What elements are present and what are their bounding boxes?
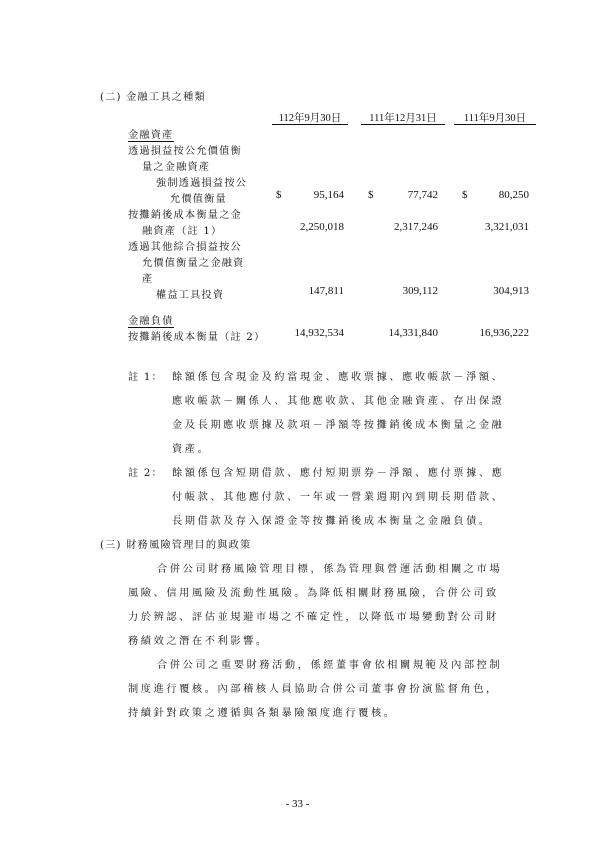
financial-liabilities-title: 金融負債 [128,312,174,328]
column-header-underline [454,124,536,125]
fvpl-label-line2: 量之金融資產 [142,162,211,173]
fvoci-label-line1: 透過其他綜合損益按公 [128,242,242,253]
financial-assets-title: 金融資產 [128,126,174,142]
note2-line: 付帳款、其他應付款、一年或一營業週期內到期長期借款、 [172,492,505,503]
equity-instruments-value-2022-12: 309,112 [402,285,438,297]
amortized-cost-assets-label-line2: 融資產（註 1） [142,226,223,237]
fvoci-label-line3: 產 [142,274,154,285]
column-header-2022-09-30: 111年9月30日 [463,113,527,124]
fvoci-label-line2: 允價值衡量之金融資 [142,258,245,269]
risk-paragraph1-line: 務績效之潛在不利影響。 [128,636,269,647]
column-header-underline [361,124,445,125]
risk-paragraph2-line: 持續針對政策之遵循與各類暴險額度進行覆核。 [128,708,397,719]
amortized-cost-liabilities-label: 按攤銷後成本衡量（註 2） [128,332,266,343]
currency-symbol: $ [276,189,282,201]
mandatory-fvpl-label-line2: 允價值衡量 [170,194,227,205]
amortized-cost-assets-label-line1: 按攤銷後成本衡量之金 [128,210,242,221]
column-header-underline [272,124,348,125]
note1-line: 餘額係包含現金及約當現金、應收票據、應收帳款－淨額、 [172,372,505,383]
amortized-cost-liabilities-value-2023-09: 14,932,534 [294,327,344,339]
risk-paragraph2-line: 合併公司之重要財務活動，係經董事會依相關規範及內部控制 [157,660,503,671]
amortized-cost-assets-value-2023-09: 2,250,018 [300,221,344,233]
note2-line: 餘額係包含短期借款、應付短期票券－淨額、應付票據、應 [172,468,505,479]
note2-line: 長期借款及存入保證金等按攤銷後成本衡量之金融負債。 [172,516,492,527]
equity-instruments-value-2023-09: 147,811 [308,285,344,297]
equity-instruments-value-2022-09: 304,913 [493,285,529,297]
mandatory-fvpl-label-line1: 強制透過損益按公 [156,178,248,189]
mandatory-fvpl-value-2022-09: 80,250 [498,189,529,201]
note1-label: 註 1： [128,372,163,383]
risk-paragraph1-line: 合併公司財務風險管理目標，係為管理與營運活動相關之市場 [157,564,503,575]
section-heading-financial-instruments: (二) 金融工具之種類 [100,92,206,103]
page-number: - 33 - [285,798,310,810]
column-header-2022-12-31: 111年12月31日 [369,113,437,124]
fvpl-label-line1: 透過損益按公允價值衡 [128,146,242,157]
risk-paragraph2-line: 制度進行覆核。內部稽核人員協助合併公司董事會扮演監督角色， [128,684,499,695]
currency-symbol: $ [462,189,468,201]
note2-label: 註 2： [128,468,163,479]
equity-instruments-label: 權益工具投資 [156,290,225,301]
amortized-cost-liabilities-value-2022-12: 14,331,840 [388,327,438,339]
amortized-cost-assets-value-2022-12: 2,317,246 [394,221,438,233]
mandatory-fvpl-value-2023-09: 95,164 [313,189,344,201]
mandatory-fvpl-value-2022-12: 77,742 [407,189,438,201]
amortized-cost-liabilities-value-2022-09: 16,936,222 [479,327,529,339]
column-header-2023-09-30: 112年9月30日 [278,113,342,124]
risk-paragraph1-line: 風險、信用風險及流動性風險。為降低相關財務風險，合併公司致 [128,588,499,599]
currency-symbol: $ [368,189,374,201]
amortized-cost-assets-value-2022-09: 3,321,031 [485,221,529,233]
note1-line: 資產。 [172,444,211,455]
section-heading-risk-management: (三) 財務風險管理目的與政策 [100,540,252,551]
note1-line: 應收帳款－關係人、其他應收款、其他金融資產、存出保證 [172,396,505,407]
note1-line: 金及長期應收票據及款項－淨額等按攤銷後成本衡量之金融 [172,420,505,431]
risk-paragraph1-line: 力於辨認、評估並規避市場之不確定性，以降低市場變動對公司財 [128,612,499,623]
